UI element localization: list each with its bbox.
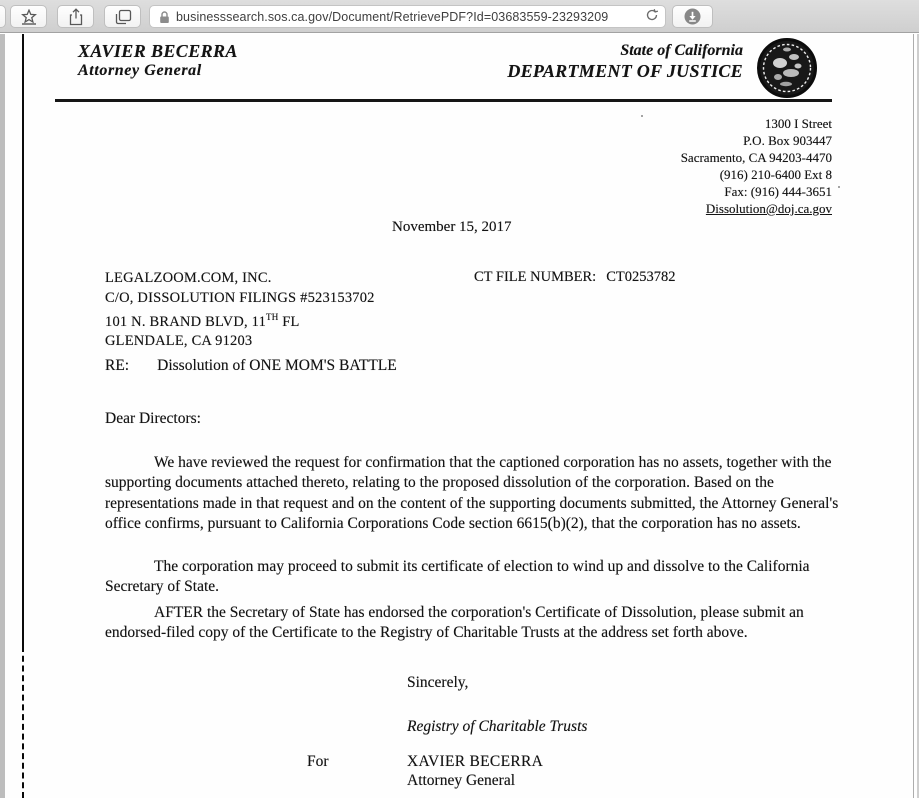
california-state-seal-icon bbox=[756, 37, 818, 99]
contact-address-block bbox=[681, 115, 832, 217]
scan-artifact-line-dashed bbox=[22, 646, 24, 798]
signature-name: XAVIER BECERRA bbox=[407, 753, 544, 770]
body-paragraph-3: AFTER the Secretary of State has endorsed the corporation's Certificate of Dissolution, please submit an endorsed-filed copy of the Certificate to the Registry of Charitable Trusts at the address set forth above. bbox=[105, 604, 804, 642]
signature-organization: Registry of Charitable Trusts bbox=[407, 718, 588, 735]
scan-artifact-line bbox=[22, 34, 24, 646]
contact-line: P.O. Box 903447 bbox=[743, 133, 832, 148]
pdf-document-page bbox=[0, 34, 919, 798]
browser-toolbar bbox=[0, 0, 919, 33]
re-subject: Dissolution of ONE MOM'S BATTLE bbox=[157, 357, 397, 374]
download-circle-icon bbox=[684, 8, 701, 25]
ct-file-number-value: CT0253782 bbox=[606, 269, 676, 285]
letterhead-state-line: State of California bbox=[620, 42, 743, 59]
re-line bbox=[105, 357, 397, 375]
contact-email: Dissolution@doj.ca.gov bbox=[705, 201, 832, 216]
contact-line: (916) 210-6400 Ext 8 bbox=[719, 167, 832, 182]
refresh-button[interactable] bbox=[645, 8, 659, 25]
salutation: Dear Directors: bbox=[105, 410, 201, 427]
contact-line: Sacramento, CA 94203-4470 bbox=[680, 150, 832, 165]
recipient-line: LEGALZOOM.COM, INC. bbox=[105, 270, 272, 286]
signature-for-label: For bbox=[307, 753, 329, 770]
ct-file-number bbox=[474, 269, 675, 286]
share-button[interactable] bbox=[57, 5, 94, 28]
letterhead-rule bbox=[55, 99, 832, 102]
window-left-edge bbox=[0, 34, 5, 798]
letter-date: November 15, 2017 bbox=[392, 219, 512, 235]
recipient-line: GLENDALE, CA 91203 bbox=[105, 333, 253, 350]
signature-closing: Sincerely, bbox=[407, 674, 469, 691]
reload-arrow-icon bbox=[645, 10, 659, 25]
scan-speck bbox=[838, 186, 840, 188]
contact-line: 1300 I Street bbox=[764, 116, 832, 131]
body-paragraph-1: We have reviewed the request for confirmation that the captioned corporation has no assets, together with the supporting documents attached thereto, relating to the proposed dissolution of the corporation. Based on the representations made in that request and on the content of the supporting documents submitted, the Attorney General's office confirms, pursuant to California Corporations Code section 6615(b)(2), that the corporation has no assets. bbox=[105, 454, 839, 533]
recipient-address-block bbox=[105, 269, 375, 352]
favorites-button[interactable] bbox=[10, 5, 47, 28]
letterhead-department: DEPARTMENT OF JUSTICE bbox=[507, 61, 743, 81]
star-shelf-icon bbox=[19, 9, 39, 25]
share-up-arrow-icon bbox=[68, 8, 84, 26]
padlock-icon bbox=[159, 11, 170, 29]
contact-line: Fax: (916) 444-3651 bbox=[724, 184, 832, 199]
letterhead-official-title: Attorney General bbox=[78, 62, 202, 79]
toolbar-edge-button[interactable] bbox=[0, 5, 6, 28]
letterhead-official-name: XAVIER BECERRA bbox=[78, 41, 238, 61]
recipient-line: 101 N. BRAND BLVD, 11TH FL bbox=[105, 312, 300, 330]
overlapping-squares-icon bbox=[114, 9, 132, 25]
recipient-line: C/O, DISSOLUTION FILINGS #523153702 bbox=[105, 289, 375, 306]
download-button[interactable] bbox=[672, 5, 713, 28]
tabs-button[interactable] bbox=[104, 5, 141, 28]
page-right-border bbox=[913, 34, 914, 798]
signature-title: Attorney General bbox=[407, 772, 516, 789]
address-bar[interactable] bbox=[149, 5, 666, 28]
ct-file-number-label: CT FILE NUMBER: bbox=[474, 269, 597, 285]
re-label: RE: bbox=[105, 357, 130, 374]
scan-speck bbox=[641, 115, 643, 117]
url-text: businesssearch.sos.ca.gov/Document/RetrievePDF?Id=03683559-23293209 bbox=[176, 9, 609, 24]
body-paragraph-2: The corporation may proceed to submit its certificate of election to wind up and dissolve to the California Secretary of State. bbox=[105, 558, 810, 596]
